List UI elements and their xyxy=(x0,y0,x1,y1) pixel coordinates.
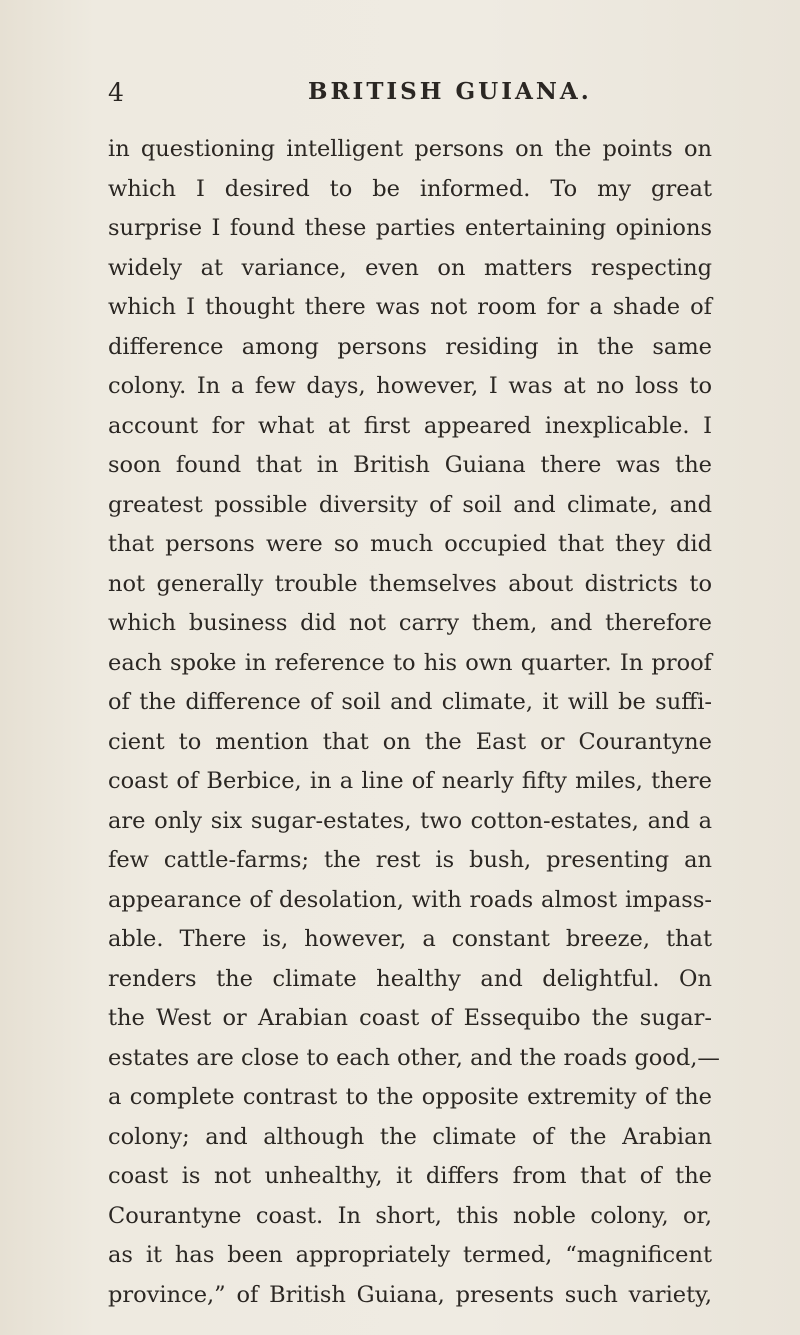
text-line: appearance of desolation, with roads almost impass- xyxy=(108,886,712,913)
text-line: able. There is, however, a constant breeze, that xyxy=(108,926,712,952)
text-line: renders the climate healthy and delightful. On xyxy=(108,965,712,992)
text-line: which I desired to be informed. To my great xyxy=(108,175,712,202)
text-line: greatest possible diversity of soil and climate, and xyxy=(108,491,712,518)
text-line: each spoke in reference to his own quarter. In proof xyxy=(108,649,712,676)
text-line: colony; and although the climate of the Arabian xyxy=(108,1123,712,1150)
text-line: few cattle-farms; the rest is bush, presenting an xyxy=(108,847,712,873)
text-line: a complete contrast to the opposite extremity of the xyxy=(108,1084,712,1110)
text-line: which I thought there was not room for a shade of xyxy=(108,294,712,320)
text-line: difference among persons residing in the same xyxy=(108,333,712,360)
text-line: which business did not carry them, and therefore xyxy=(108,610,712,636)
text-line: in questioning intelligent persons on the points on xyxy=(108,136,712,162)
body-text xyxy=(108,130,720,1315)
text-line: that persons were so much occupied that they did xyxy=(108,531,712,557)
text-line: widely at variance, even on matters respecting xyxy=(108,254,712,281)
text-line: coast is not unhealthy, it differs from that of the xyxy=(108,1163,712,1189)
text-line: Courantyne coast. In short, this noble colony, or, xyxy=(108,1202,712,1229)
text-line: not generally trouble themselves about districts to xyxy=(108,570,712,597)
page-number: 4 xyxy=(108,78,125,107)
text-line: coast of Berbice, in a line of nearly fifty miles, there xyxy=(108,768,712,794)
text-line: as it has been appropriately termed, “magnificent xyxy=(108,1242,712,1268)
text-line: estates are close to each other, and the roads good,— xyxy=(108,1044,720,1071)
text-line: surprise I found these parties entertaining opinions xyxy=(108,215,712,241)
text-line: cient to mention that on the East or Courantyne xyxy=(108,728,712,755)
text-line: are only six sugar-estates, two cotton-estates, and a xyxy=(108,807,712,834)
text-line: account for what at first appeared inexplicable. I xyxy=(108,412,712,439)
text-line: soon found that in British Guiana there was the xyxy=(108,452,712,478)
text-line: the West or Arabian coast of Essequibo the sugar- xyxy=(108,1005,712,1031)
text-line: province,” of British Guiana, presents such variety, xyxy=(108,1281,712,1308)
running-head: BRITISH GUIANA. xyxy=(308,78,592,105)
text-line: colony. In a few days, however, I was at no loss to xyxy=(108,373,712,399)
page-header xyxy=(0,78,800,118)
text-line: of the difference of soil and climate, it will be suffi- xyxy=(108,689,712,715)
